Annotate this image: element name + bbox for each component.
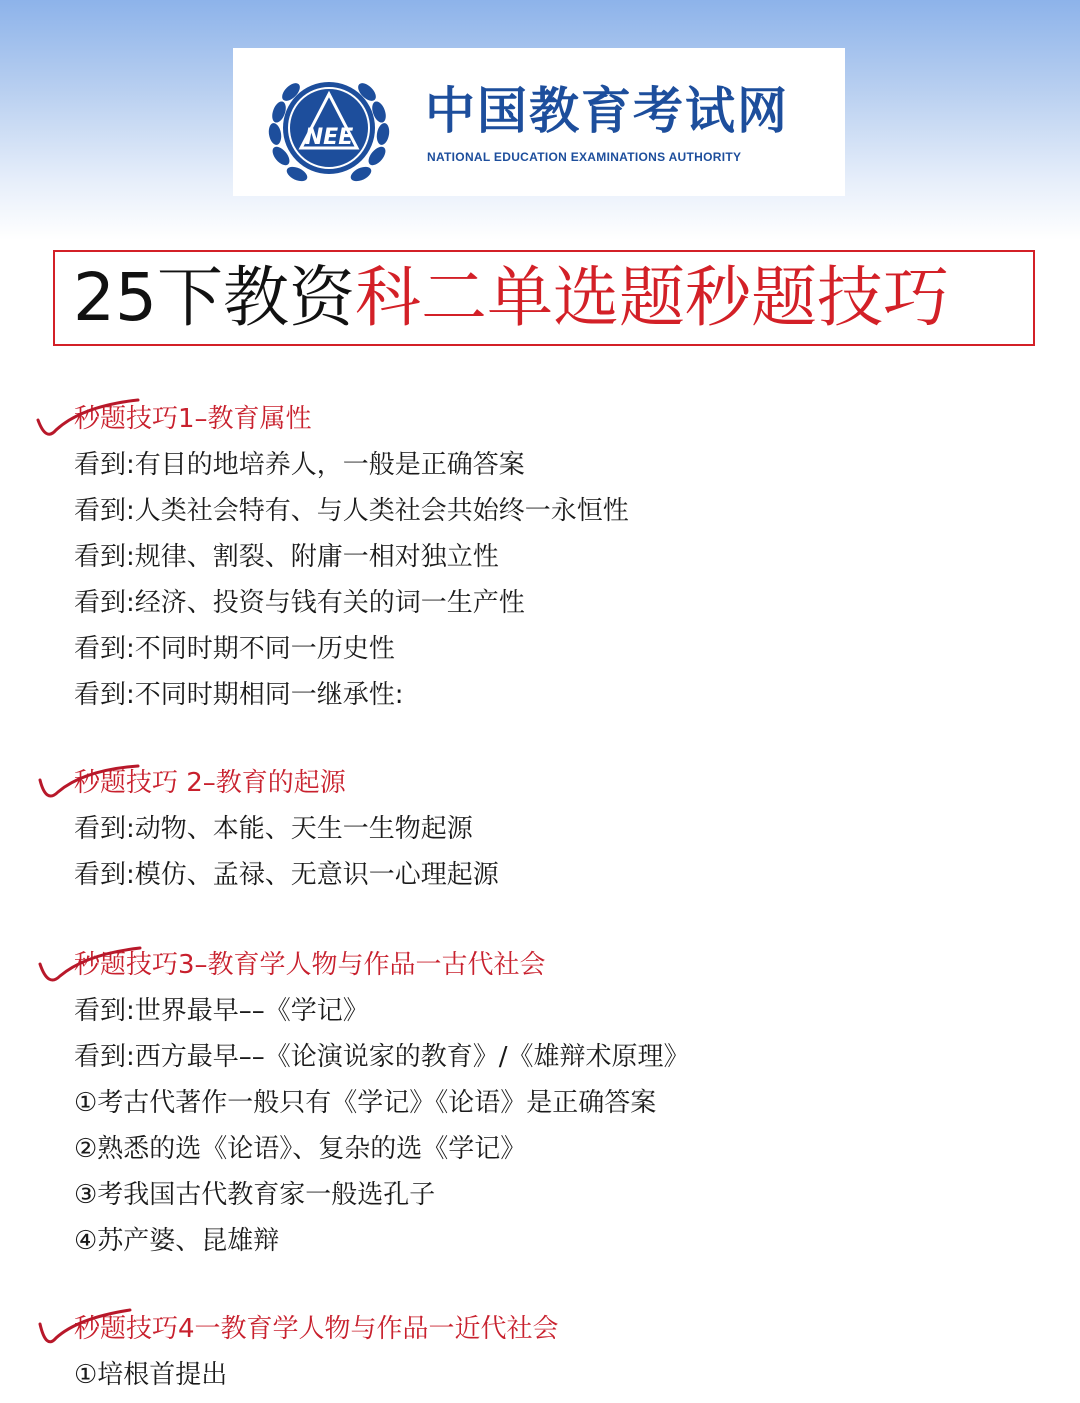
list-item: 看到:经济、投资与钱有关的词一生产性 (74, 588, 525, 618)
section-heading-text: 秒题技巧4一教育学人物与作品一近代社会 (74, 1314, 559, 1344)
section-heading-text: 秒题技巧3–教育学人物与作品一古代社会 (74, 950, 546, 980)
red-check-mark-icon (34, 396, 144, 440)
emblem-logo-icon (261, 64, 397, 192)
section-3 (74, 950, 1034, 1256)
svg-text:NEE: NEE (304, 125, 354, 150)
section-heading-text: 秒题技巧 2–教育的起源 (74, 768, 346, 798)
list-item: ②熟悉的选《论语》、复杂的选《学记》 (74, 1134, 527, 1164)
list-item: 看到:不同时期不同一历史性 (74, 634, 395, 664)
section-heading (74, 950, 1034, 980)
list-item: 看到:动物、本能、天生一生物起源 (74, 814, 473, 844)
section-1 (74, 404, 1034, 710)
section-4 (74, 1314, 1034, 1390)
list-item: 看到:人类社会特有、与人类社会共始终一永恒性 (74, 496, 629, 526)
title-prefix: 25下教资 (73, 259, 355, 336)
list-item: ①培根首提出 (74, 1360, 228, 1390)
section-2 (74, 768, 1034, 890)
red-check-mark-icon (34, 942, 144, 986)
red-check-mark-icon (34, 1306, 144, 1350)
list-item: 看到:不同时期相同一继承性: (74, 680, 404, 710)
red-check-mark-icon (34, 760, 144, 804)
section-heading-text: 秒题技巧1–教育属性 (74, 404, 312, 434)
list-item: 看到:西方最早––《论演说家的教育》/《雄辩术原理》 (74, 1042, 690, 1072)
header-card (233, 48, 845, 196)
section-heading (74, 1314, 1034, 1344)
list-item: ④苏产婆、昆雄辩 (74, 1226, 280, 1256)
brand-subtitle: NATIONAL EDUCATION EXAMINATIONS AUTHORITY (427, 150, 742, 164)
list-item: ③考我国古代教育家一般选孔子 (74, 1180, 436, 1210)
list-item: 看到:模仿、孟禄、无意识一心理起源 (74, 860, 499, 890)
page-title (53, 250, 1035, 346)
section-heading (74, 404, 1034, 434)
section-heading (74, 768, 1034, 798)
list-item: 看到:规律、割裂、附庸一相对独立性 (74, 542, 499, 572)
list-item: 看到:有目的地培养人，一般是正确答案 (74, 450, 525, 480)
list-item: 看到:世界最早––《学记》 (74, 996, 369, 1026)
title-highlight: 科二单选题秒题技巧 (354, 259, 949, 336)
brand-name: 中国教育考试网 (425, 82, 789, 140)
list-item: ①考古代著作一般只有《学记》《论语》是正确答案 (74, 1088, 657, 1118)
